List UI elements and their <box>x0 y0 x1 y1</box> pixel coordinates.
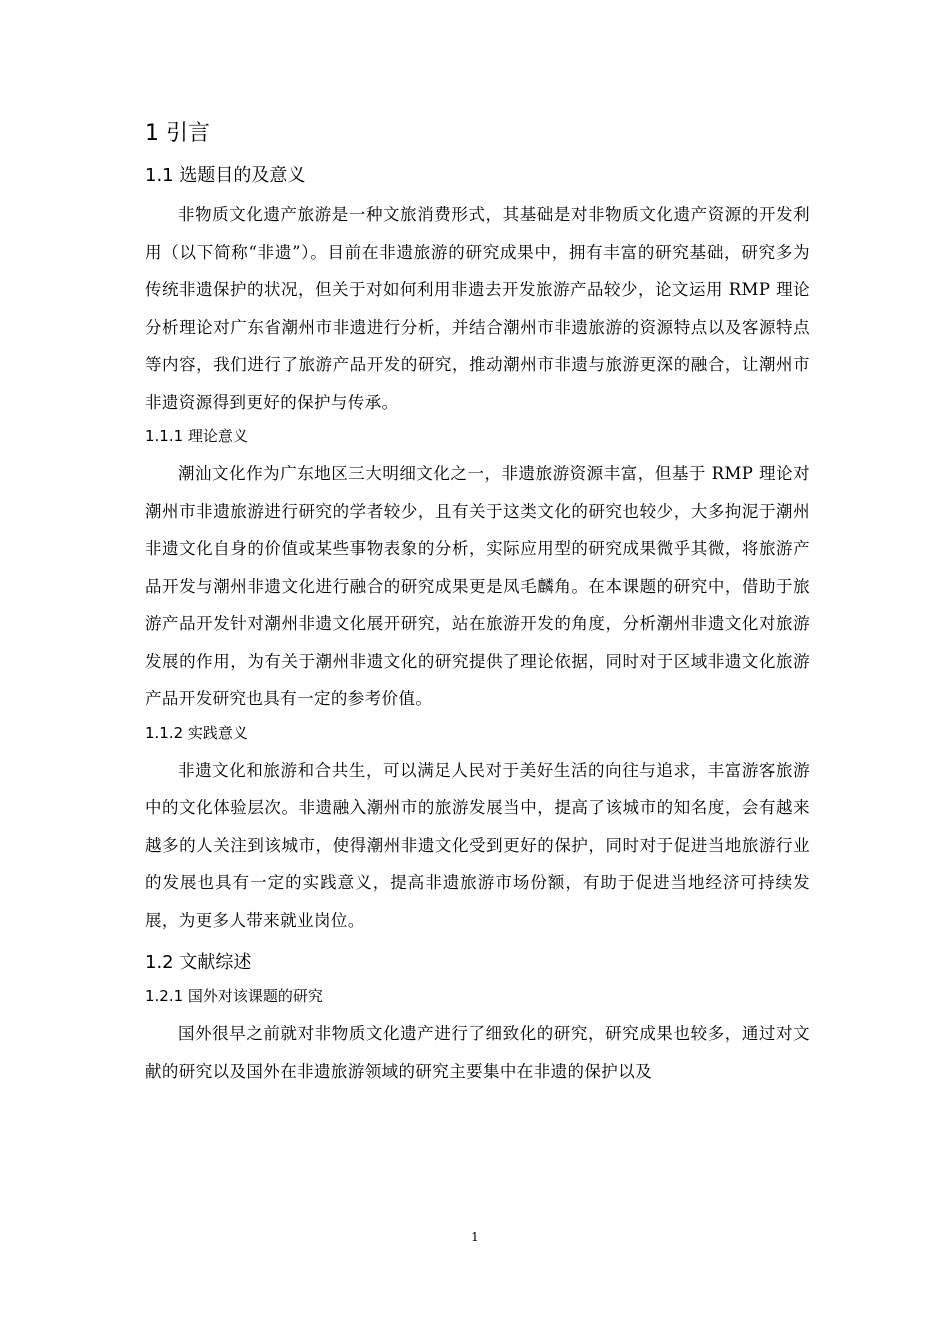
section-1-1-1-paragraph: 潮汕文化作为广东地区三大明细文化之一，非遗旅游资源丰富，但基于 RMP 理论对潮州市非遗旅游进行研究的学者较少，且有关于这类文化的研究也较少，大多拘泥于潮州非遗文化自身的价值或某些事物表象的分析，实际应用型的研究成果微乎其微，将旅游产品开发与潮州非遗文化进行融合的研究成果更是凤毛麟角。在本课题的研究中，借助于旅游产品开发针对潮州非遗文化展开研究，站在旅游开发的角度，分析潮州非遗文化对旅游发展的作用，为有关于潮州非遗文化的研究提供了理论依据，同时对于区域非遗文化旅游产品开发研究也具有一定的参考价值。 <box>145 464 810 708</box>
page-content <box>145 118 810 1090</box>
section-heading-1-1: 1.1 选题目的及意义 <box>145 165 306 186</box>
section-heading-1-1-2: 1.1.2 实践意义 <box>145 723 248 742</box>
page-number: 1 <box>471 1230 479 1244</box>
section-1-1-paragraph: 非物质文化遗产旅游是一种文旅消费形式，其基础是对非物质文化遗产资源的开发利用（以下简称“非遗”）。目前在非遗旅游的研究成果中，拥有丰富的研究基础，研究多为传统非遗保护的状况，但关于对如何利用非遗去开发旅游产品较少，论文运用 RMP 理论分析理论对广东省潮州市非遗进行分析，并结合潮州市非遗旅游的资源特点以及客源特点等内容，我们进行了旅游产品开发的研究，推动潮州市非遗与旅游更深的融合，让潮州市非遗资源得到更好的保护与传承。 <box>145 205 810 412</box>
chapter-heading: 1 引言 <box>145 121 210 146</box>
section-1-1-2-paragraph: 非遗文化和旅游和合共生，可以满足人民对于美好生活的向往与追求，丰富游客旅游中的文化体验层次。非遗融入潮州市的旅游发展当中，提高了该城市的知名度，会有越来越多的人关注到该城市，使得潮州非遗文化受到更好的保护，同时对于促进当地旅游行业的发展也具有一定的实践意义，提高非遗旅游市场份额，有助于促进当地经济可持续发展，为更多人带来就业岗位。 <box>145 760 810 930</box>
section-heading-1-1-1: 1.1.1 理论意义 <box>145 427 248 445</box>
section-heading-1-2-1: 1.2.1 国外对该课题的研究 <box>145 987 323 1005</box>
section-1-2-1-paragraph: 国外很早之前就对非物质文化遗产进行了细致化的研究，研究成果也较多，通过对文献的研究以及国外在非遗旅游领域的研究主要集中在非遗的保护以及 <box>145 1024 810 1081</box>
section-heading-1-2: 1.2 文献综述 <box>145 952 252 973</box>
